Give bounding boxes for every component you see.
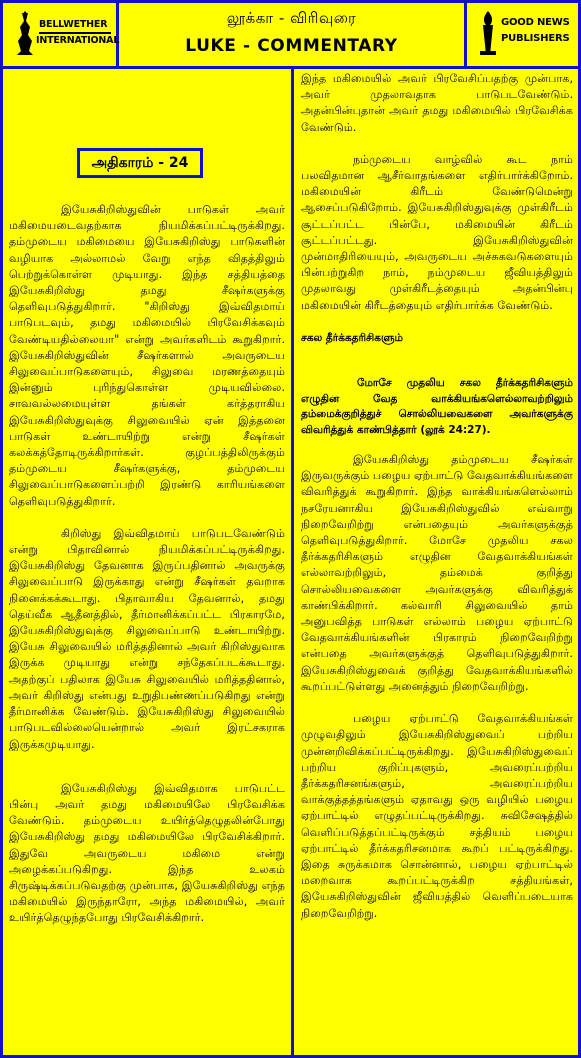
scripture-quote	[301, 376, 573, 438]
title-tamil: லூக்கா - விரிவுரை	[226, 9, 357, 27]
good-news-logo-line1: GOOD NEWS	[501, 17, 570, 28]
title-block	[119, 3, 467, 66]
left-column	[9, 73, 285, 943]
section-subheading: சகல தீர்க்கதரிசிகளும்	[301, 331, 403, 344]
bellwether-logo-line1: BELLWETHER	[39, 19, 108, 30]
logo-divider	[39, 32, 111, 34]
left-paragraph-1: இயேசுகிறிஸ்துவின் பாடுகள் அவர் மகிமையடைவதற்காக நியமிக்கப்பட்டிருக்கிறது. தம்முடைய மகிமையை இயேசுகிறிஸ்து பாடுகளின் வழியாக அல்லாமல் வேறு எந்த விதத்திலும் பெற்றுக்கொள்ள முடியாது. இந்த சத்தியத்தை இயேசுகிறிஸ்து தமது சீஷர்களுக்கு தெளிவுபடுத்துகிறார். "கிறிஸ்து இவ்விதமாய் பாடுபடவும், தமது மகிமையில் பிரவேசிக்கவும் வேண்டியதில்லையா" என்று அவர்களிடம் கூறுகிறார். இயேசுகிறிஸ்துவின் சீஷர்களால் அவருடைய சிலுவைப்பாடுகளையும், சிலுவை மரணத்தையும் இன்னும் புரிந்துகொள்ள முடியவில்லை. சாவவல்லமையுள்ள தங்கள் கர்த்தராகிய இயேசுகிறிஸ்துவுக்கு சிலுவையில் ஏன் இத்தனை பாடுகள் உண்டாயிற்று என்று சீஷர்கள் கலக்கத்தோடிருக்கிறார்கள். குழப்பத்திலிருக்கும் தம்முடைய சீஷர்களுக்கு, தம்முடைய சிலுவைப்பாடுகளைப்பற்றி இரண்டு காரியங்களை தெளிவுபடுத்துகிறார்.	[9, 203, 285, 508]
left-paragraph-2: கிறிஸ்து இவ்விதமாய் பாடுபடவேண்டும் என்று பிதாவினால் நியமிக்கப்பட்டிருக்கிறது. இயேசுகிறிஸ்து தேவனாக இருப்பதினால் அவருக்கு சிலுவைப்பாடு இருக்காது என்று சீஷர்கள் தவறாக நினைக்கக்கூடாது. பிதாவாகிய தேவனால், தமது தெய்வீக ஆதீனத்தில், தீர்மானிக்கப்பட்ட பிரகாரமே, இயேசுகிறிஸ்துவுக்கு சிலுவைப்பாடு உண்டாயிற்று. இயேசு சிலுவையில் மரித்ததினால் அவர் கிறிஸ்துவாக இருக்க முடியாது என்று சந்தேகப்படக்கூடாது. அதற்குப் பதிலாக இயேசு சிலுவையில் மரித்ததினால், அவர் கிறிஸ்து என்பது உறுதிபண்ணப்படுகிறது என்று தீர்மானிக்க வேண்டும். இயேசுகிறிஸ்து சிலுவையில் பாடுபடவில்லையென்றால் அவர் இரட்சகராக இருக்கமுடியாது.	[9, 526, 285, 751]
good-news-logo	[467, 3, 578, 66]
title-english: LUKE - COMMENTARY	[185, 36, 398, 56]
left-paragraph-3: இயேசுகிறிஸ்து இவ்விதமாக பாடுபட்ட பின்பு அவர் தமது மகிமையிலே பிரவேசிக்க வேண்டும். தம்முடைய உயிர்த்தெழுதலின்போது இயேசுகிறிஸ்து தமது மகிமையிலே பிரவேசிக்கிறார். இதுவே அவருடைய மகிமை என்று அழைக்கப்படுகிறது. இந்த உலகம் சிருஷ்டிக்கப்படுவதற்கு முன்பாக, இயேசுகிறிஸ்து எந்த மகிமையில் இருந்தாரோ, அந்த மகிமையில், அவர் உயிர்த்தெழுந்தபோது பிரவேசிக்கிறார்.	[9, 781, 285, 925]
right-column	[301, 71, 573, 938]
torch-icon	[475, 11, 501, 57]
scripture-quote-text: மோசே முதலிய சகல தீர்க்கதரிசிகளும் எழுதின வேத வாக்கியங்களெல்லாவற்றிலும் தம்மைக்குறித்துச் சொல்லியவைகளை அவர்களுக்கு விவரித்துக் காண்பித்தார் (லூக் 24:27).	[301, 377, 573, 436]
right-paragraph-3: இயேசுகிறிஸ்து தம்முடைய சீஷர்கள் இருவருக்கும் பழைய ஏற்பாட்டு வேதவாக்கியங்களை விவரித்துக் கூறுகிறார். இந்த வாக்கியங்களெல்லாம் நசரேயனாகிய இயேசுகிறிஸ்துவில் எவ்வாறு நிறைவேறிற்று என்பதையும் அவர்களுக்குத் தெளிவுபடுத்துகிறார். மோசே முதலிய சகல தீர்க்கதரிசிகளும் எழுதின வேதவாக்கியங்கள் எல்லாவற்றிலும், தம்மைக் குறித்து சொல்லியவைகளை அவர்களுக்கு விவரித்துக் காண்பிக்கிறார். கல்வாரி சிலுவையில் தாம் அனுபவித்த பாடுகள் எல்லாம் பழைய ஏற்பாட்டு வேதவாக்கியங்களின் பிரகாரம் நிறைவேறிற்று என்பதை அவர்களுக்குத் தெளிவுபடுத்துகிறார். இயேசுகிறிஸ்துவைக் குறித்து வேதவாக்கியங்களில் கூறப்பட்டுள்ளது அனைத்தும் நிறைவேறிற்று.	[301, 453, 573, 693]
good-news-logo-line2: PUBLISHERS	[501, 33, 570, 44]
bellwether-logo-line2: INTERNATIONAL	[36, 35, 120, 46]
right-paragraph-2: நம்முடைய வாழ்வில் கூட நாம் பலவிதமான ஆசீர்வாதங்களை எதிர்பார்க்கிறோம். மகிமையின் கிரீடம் வேண்டுமென்று ஆசைப்படுகிறோம். இயேசுகிறிஸ்துவுக்கு முள்கிரீடம் சூட்டப்பட்ட பின்பே, மகிமையின் கிரீடம் சூட்டப்பட்டது. இயேசுகிறிஸ்துவின் முன்மாதிரியையும், அவருடைய அச்சுகவடுகளையும் பின்பற்றுகிற நாம், நம்முடைய ஜீவியத்திலும் முதலாவது முள்கிரீடத்தையும் அதன்பின்பு மகிமையின் கிரீடத்தையும் எதிர்பார்க்க வேண்டும்.	[301, 152, 573, 312]
column-divider	[291, 66, 294, 1055]
bellwether-logo	[3, 3, 119, 66]
chapter-label: அதிகாரம் - 24	[77, 148, 203, 178]
lamp-icon	[13, 11, 37, 57]
right-paragraph-4: பழைய ஏற்பாட்டு வேதவாக்கியங்கள் முழுவதிலும் இயேசுகிறிஸ்துவைப் பற்றிய முன்னறிவிக்கப்பட்டிருக்கிறது. இயேசுகிறிஸ்துவைப் பற்றிய குறிப்புகளும், அவரைப்பற்றிய தீர்க்கதரிசனங்களும், அவரைப்பற்றிய வாக்குத்தத்தங்களும் ஏதாவது ஒரு வழியில் பழைய ஏற்பாட்டில் எழுதப்பட்டிருக்கிறது. சுவிசேஷத்தில் வெளிப்படுத்தப்பட்டிருக்கும் சத்தியம் பழைய ஏற்பாட்டில் தீர்க்கதரிசனமாக கூறப் பட்டிருக்கிறது. இதை சுருக்கமாக சொன்னால், பழைய ஏற்பாட்டில் மறைவாக கூறப்பட்டிருக்கிற சத்தியங்கள், இயேசுகிறிஸ்துவின் ஜீவியத்தில் வெளிப்படையாக நிறைவேறிற்று.	[301, 712, 573, 920]
right-paragraph-1: இந்த மகிமையில் அவர் பிரவேசிப்பதற்கு முன்பாக, அவர் முதலாவதாக பாடுபடவேண்டும். அதன்பின்புதான் அவர் தமது மகிமையில் பிரவேசிக்க வேண்டும்.	[301, 72, 573, 134]
header	[3, 3, 578, 69]
